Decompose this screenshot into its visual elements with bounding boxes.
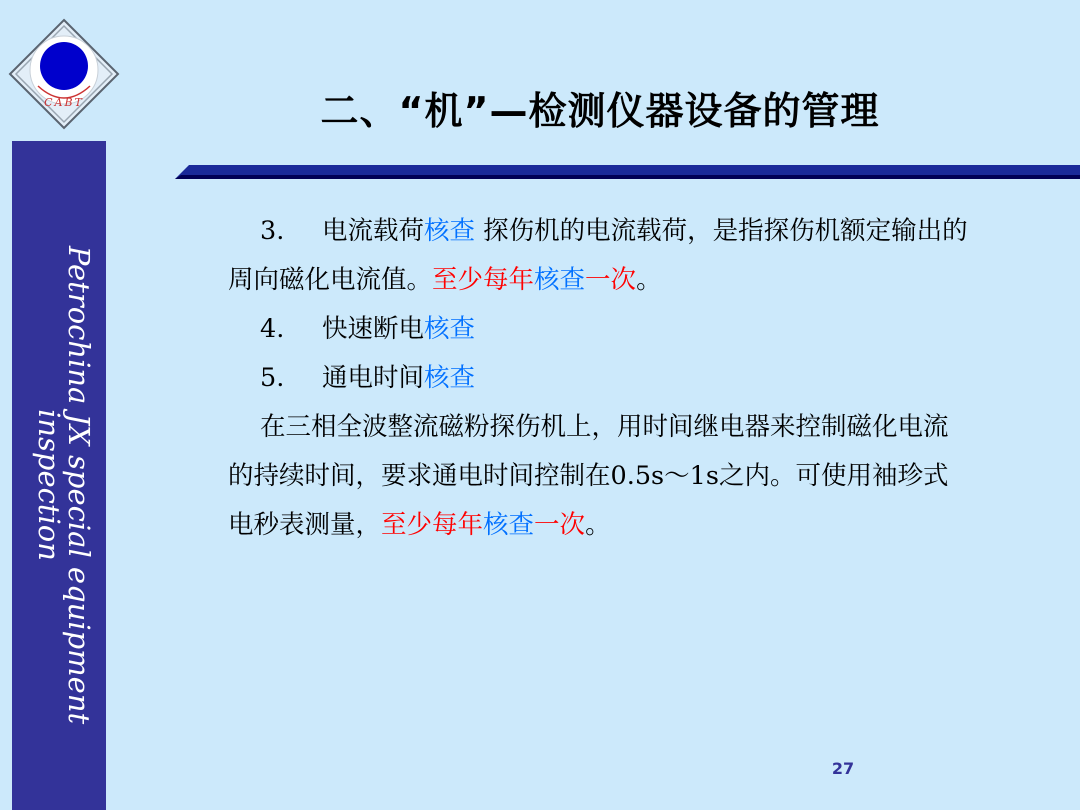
cabt-logo [8, 18, 120, 130]
paragraph-text: 在三相全波整流磁粉探伤机上，用时间继电器来控制磁化电流的持续时间，要求通电时间控制在0.5s～1s之内。可使用袖珍式电秒表测量， [228, 412, 949, 540]
title-underline [175, 165, 1080, 179]
body-paragraph [228, 403, 968, 550]
freq-end: 。 [636, 265, 662, 295]
item-number: 5. [260, 363, 285, 393]
svg-text:CABT: CABT [44, 96, 84, 109]
item-heading-highlight: 核查 [424, 363, 476, 393]
item-5 [228, 354, 968, 403]
freq-blue: 核查 [483, 510, 535, 540]
freq-blue: 核查 [534, 265, 586, 295]
slide-content [228, 207, 968, 550]
freq-red-1: 至少每年 [381, 510, 484, 540]
page-number: 27 [831, 759, 855, 778]
item-heading: 快速断电 [322, 314, 425, 344]
item-heading: 通电时间 [322, 363, 425, 393]
item-heading-highlight: 核查 [424, 216, 476, 246]
freq-red-1: 至少每年 [432, 265, 535, 295]
item-3 [228, 207, 968, 305]
freq-red-2: 一次 [585, 265, 637, 295]
slide-title: 二、“机”—检测仪器设备的管理 [320, 89, 880, 133]
sidebar-caption-line2: inspection [32, 409, 66, 561]
item-number: 3. [260, 216, 285, 246]
item-heading-highlight: 核查 [424, 314, 476, 344]
freq-red-2: 一次 [534, 510, 586, 540]
item-4 [228, 305, 968, 354]
item-number: 4. [260, 314, 285, 344]
sidebar-caption [0, 205, 94, 765]
item-heading: 电流载荷 [322, 216, 425, 246]
freq-end: 。 [585, 510, 611, 540]
item-text: 探伤机的电流载荷，是指探伤机额定输出的周向磁化电流值。 [228, 216, 968, 295]
sidebar-caption-line1: Petrochina JX special equipment [62, 245, 96, 725]
